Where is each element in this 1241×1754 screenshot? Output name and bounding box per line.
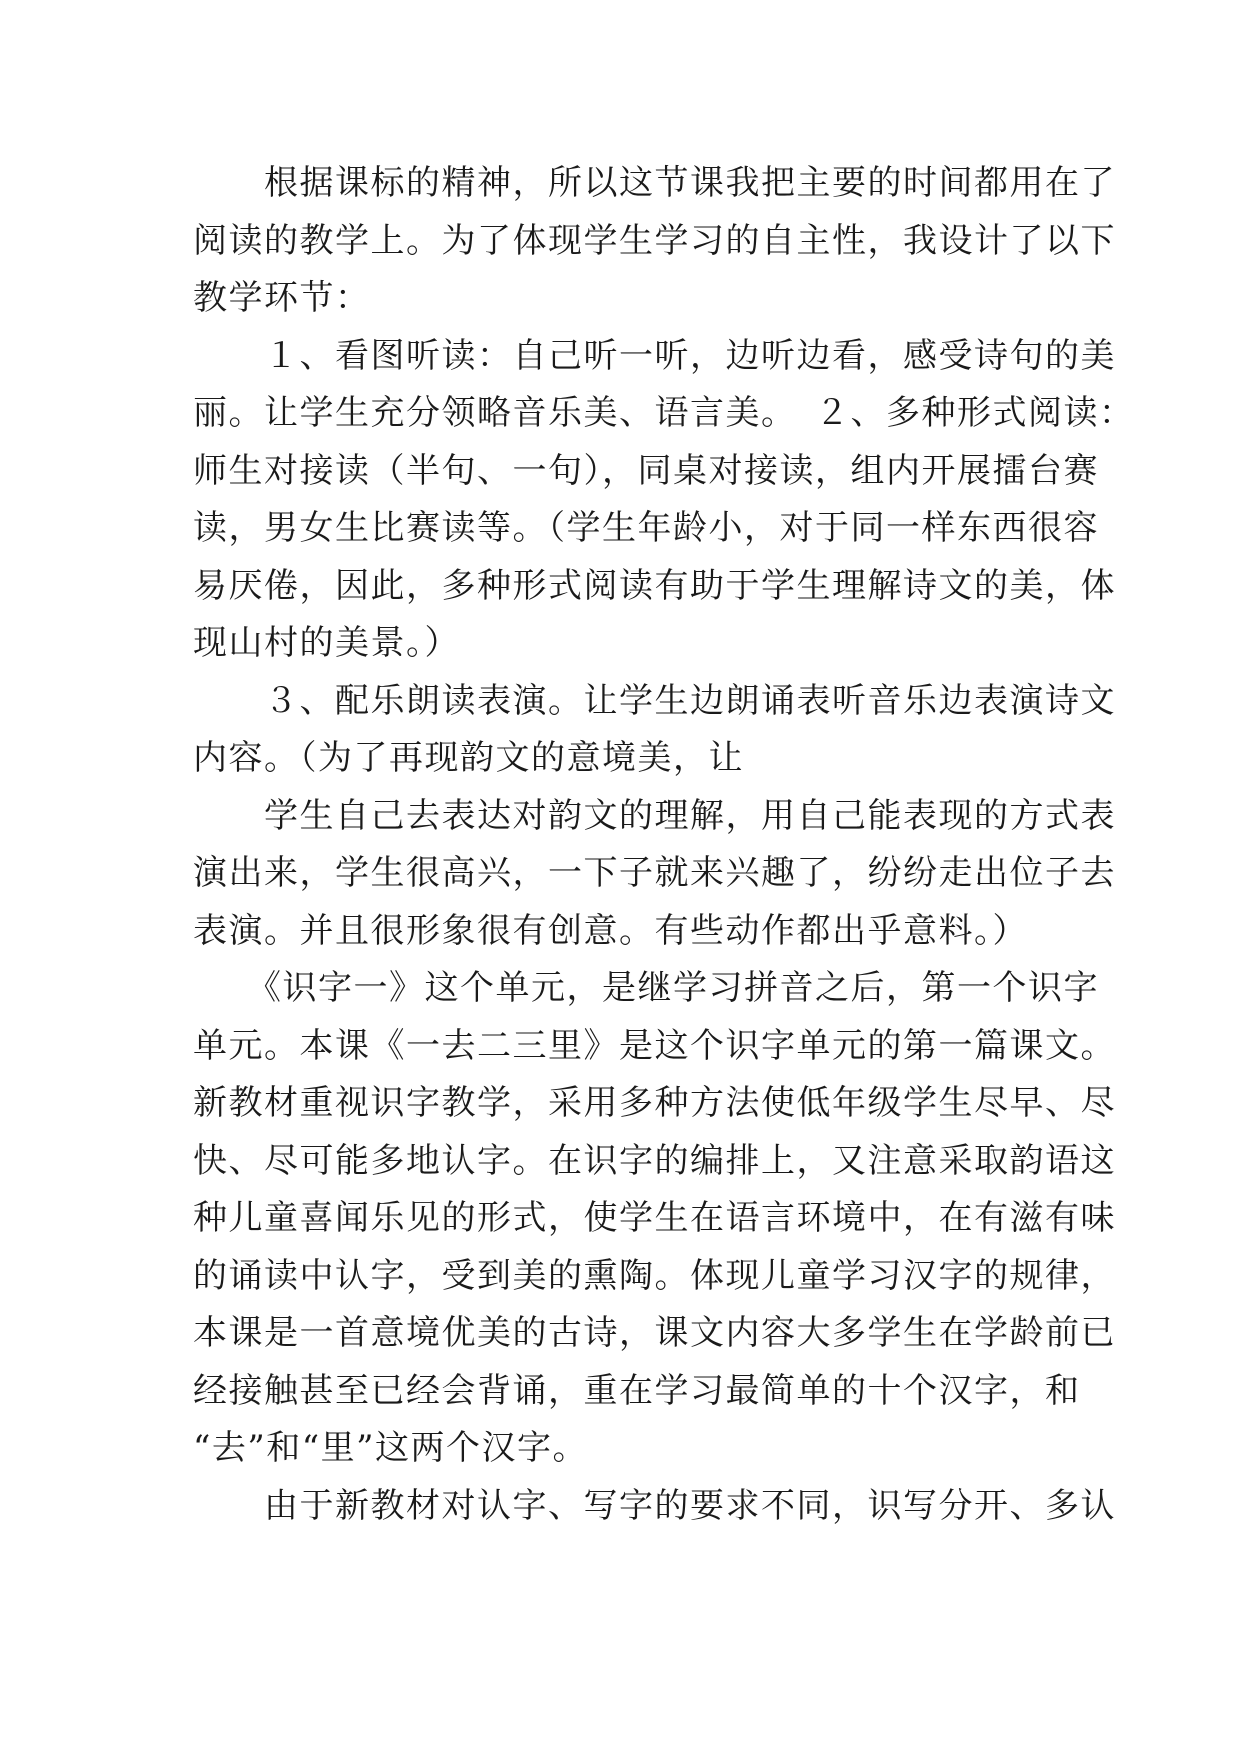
text-line: 教学环节： <box>193 278 371 318</box>
text-line: “去”和“里”这两个汉字。 <box>193 1428 589 1468</box>
text-line: 《识字一》这个单元，是继学习拼音之后，第一个识字 <box>193 968 1099 1008</box>
text-line: 师生对接读（半句、一句），同桌对接读，组内开展擂台赛 <box>193 450 1099 491</box>
text-line: 内容。（为了再现韵文的意境美，让 <box>193 738 744 778</box>
text-line: 演出来，学生很高兴，一下子就来兴趣了，纷纷走出位子去 <box>193 853 1116 893</box>
text-line: 经接触甚至已经会背诵，重在学习最简单的十个汉字，和 <box>193 1370 1081 1411</box>
text-line: 表演。并且很形象很有创意。有些动作都出乎意料。） <box>193 910 1028 951</box>
text-line: 的诵读中认字，受到美的熏陶。体现儿童学习汉字的规律， <box>193 1255 1116 1296</box>
text-line: 由于新教材对认字、写字的要求不同，识写分开、多认 <box>193 1485 1116 1526</box>
text-line: 本课是一首意境优美的古诗，课文内容大多学生在学龄前已 <box>193 1313 1116 1353</box>
text-line: 阅读的教学上。为了体现学生学习的自主性，我设计了以下 <box>193 220 1116 261</box>
text-line: 新教材重视识字教学，采用多种方法使低年级学生尽早、尽 <box>193 1083 1116 1123</box>
body-text <box>193 155 1135 1535</box>
text-line: ３、配乐朗读表演。让学生边朗诵表听音乐边表演诗文 <box>193 680 1116 721</box>
text-line: 根据课标的精神，所以这节课我把主要的时间都用在了 <box>193 163 1116 203</box>
text-line: 易厌倦，因此，多种形式阅读有助于学生理解诗文的美，体 <box>193 565 1116 606</box>
text-line: 现山村的美景。） <box>193 623 460 663</box>
text-line: 快、尽可能多地认字。在识字的编排上，又注意采取韵语这 <box>193 1140 1116 1181</box>
text-line: 种儿童喜闻乐见的形式，使学生在语言环境中，在有滋有味 <box>193 1198 1116 1238</box>
text-line: 学生自己去表达对韵文的理解，用自己能表现的方式表 <box>193 795 1116 836</box>
text-line: 单元。本课《一去二三里》是这个识字单元的第一篇课文。 <box>193 1025 1116 1066</box>
text-line: 丽。让学生充分领略音乐美、语言美。 ２、多种形式阅读： <box>193 393 1135 433</box>
text-line: 读，男女生比赛读等。（学生年龄小，对于同一样东西很容 <box>193 508 1099 548</box>
text-line: １、看图听读：自己听一听，边听边看，感受诗句的美 <box>193 335 1116 376</box>
